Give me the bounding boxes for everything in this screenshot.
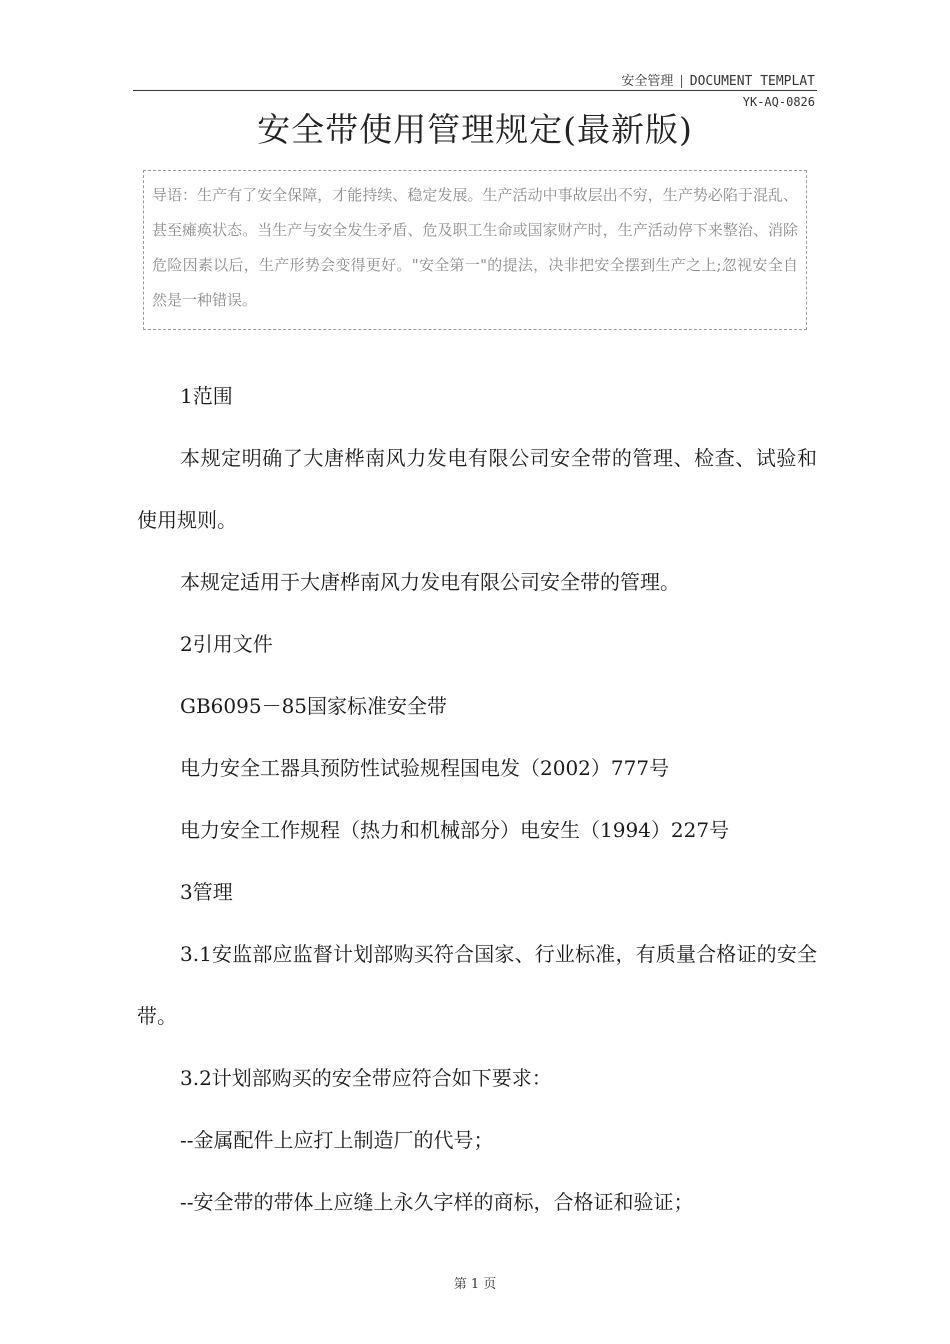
list-item: --安全带的带体上应缝上永久字样的商标，合格证和验证； bbox=[180, 1190, 694, 1214]
reference-item: 电力安全工器具预防性试验规程国电发（2002）777号 bbox=[180, 756, 670, 780]
section-heading: 3管理 bbox=[180, 880, 233, 904]
section-heading: 1范围 bbox=[180, 384, 233, 408]
reference-item: GB6095－85国家标准安全带 bbox=[180, 694, 448, 718]
intro-text: 导语：生产有了安全保障，才能持续、稳定发展。生产活动中事故层出不穷，生产势必陷于混乱、甚至瘫痪状态。当生产与安全发生矛盾、危及职工生命或国家财产时，生产活动停下来整治、消除危险因素以后，生产形势会变得更好。"安全第一"的提法，决非把安全摆到生产之上;忽视安全自然是一种错误。 bbox=[152, 186, 798, 309]
reference-item: 电力安全工作规程（热力和机械部分）电安生（1994）227号 bbox=[180, 818, 730, 842]
intro-box bbox=[143, 170, 807, 330]
section-heading: 2引用文件 bbox=[180, 632, 273, 656]
header-separator: | bbox=[679, 74, 684, 89]
document-code: YK-AQ-0826 bbox=[742, 95, 815, 109]
paragraph: 本规定适用于大唐桦南风力发电有限公司安全带的管理。 bbox=[180, 570, 680, 594]
document-title: 安全带使用管理规定(最新版) bbox=[257, 110, 693, 149]
page-header bbox=[621, 70, 815, 89]
paragraph: 3.1安监部应监督计划部购买符合国家、行业标准，有质量合格证的安全带。 bbox=[137, 942, 817, 1028]
paragraph: 3.2计划部购买的安全带应符合如下要求： bbox=[180, 1066, 552, 1090]
page-number: 第 1 页 bbox=[453, 1277, 497, 1292]
header-divider bbox=[133, 90, 817, 91]
paragraph: 本规定明确了大唐桦南风力发电有限公司安全带的管理、检查、试验和使用规则。 bbox=[137, 446, 817, 532]
list-item: --金属配件上应打上制造厂的代号； bbox=[180, 1128, 494, 1152]
document-body bbox=[137, 365, 817, 1233]
page-footer bbox=[0, 1273, 950, 1292]
header-doc-type: DOCUMENT TEMPLAT bbox=[689, 74, 815, 89]
header-category: 安全管理 bbox=[621, 74, 674, 89]
